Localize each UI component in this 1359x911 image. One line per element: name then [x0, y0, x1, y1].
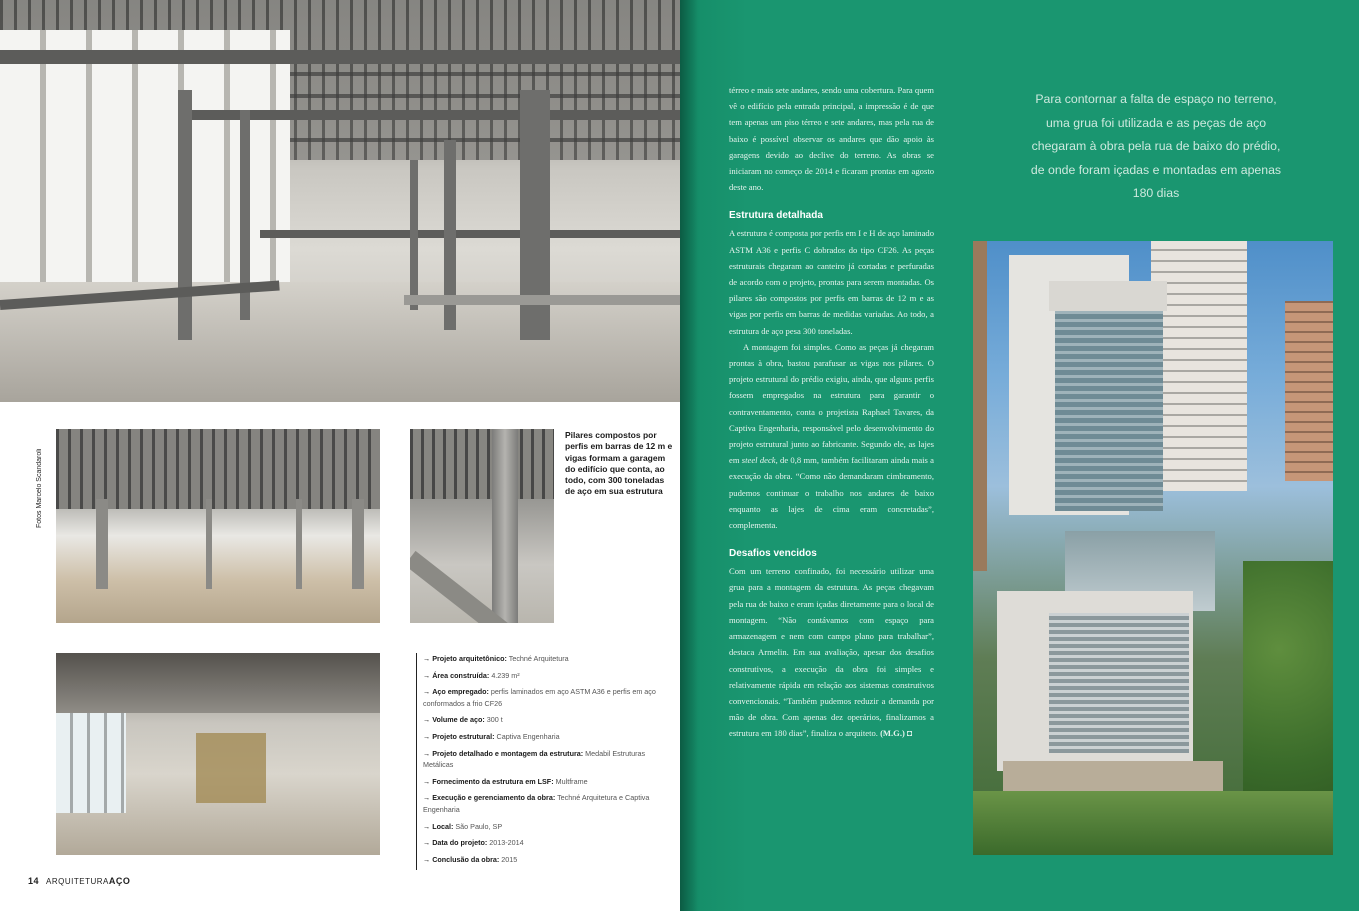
fact-item: → Fornecimento da estrutura em LSF: Multframe — [423, 776, 588, 786]
body-paragraph: A estrutura é composta por perfis em I e H de aço laminado ASTM A36 e perfis C dobrados do tipo CF26. As peças estruturais chegaram ao canteiro já cortadas e perfuradas de acordo com o projeto, prontas para serem montadas. Os pilares são compostos por perfis em barras de 12 m e as vigas por perfis em barras de medidas variadas. Ao todo, a estrutura de aço pesa 300 toneladas. — [729, 228, 934, 336]
page-folio — [28, 876, 130, 886]
body-paragraph: Com um terreno confinado, foi necessário utilizar uma grua para a montagem da estrutura. As peças chegavam pela rua de baixo e eram içadas diretamente para o local de montagem. “Não contávamos com espaço para armazenagem e nem com campo plano para trabalhar”, destaca Armelin. Em sua avaliação, apesar dos desafios construtivos, a execução da obra foi simples e relativamente rápida em relação aos sistemas construtivos convencionais. “Também pudemos reduzir a demanda por mão de obra. Com apenas dez operários, finalizamos a estrutura em 180 dias”, finaliza o arquiteto. (M.G.) ◘ — [729, 566, 934, 739]
author-signature: (M.G.) — [880, 728, 905, 739]
fact-item: → Projeto estrutural: Captiva Engenharia — [423, 731, 560, 741]
fact-item: → Local: São Paulo, SP — [423, 821, 503, 831]
magazine-name-accent: AÇO — [108, 876, 131, 886]
steel-frame-interior-photo — [0, 0, 680, 402]
fact-item: → Data do projeto: 2013-2014 — [423, 838, 524, 848]
photo-credit: Fotos Marcelo Scandaroli — [36, 448, 43, 528]
end-mark-icon: ◘ — [907, 728, 913, 739]
article-body — [729, 82, 934, 742]
interior-construction-photo — [56, 653, 380, 855]
magazine-name: ARQUITETURA — [46, 877, 109, 886]
page-gutter-shadow — [680, 0, 698, 911]
fact-item: → Volume de aço: 300 t — [423, 715, 503, 725]
fact-item: → Execução e gerenciamento da obra: Techné Arquitetura e Captiva Engenharia — [423, 793, 650, 814]
pillar-detail-photo — [410, 429, 554, 623]
photo-caption: Pilares compostos por perfis em barras de 12 m e vigas formam a garagem do edifício que conta, ao todo, com 300 toneladas de aço em sua estrutura — [565, 430, 673, 497]
fact-item: → Projeto arquitetônico: Techné Arquitetura — [423, 654, 569, 663]
pull-quote: Para contornar a falta de espaço no terreno, uma grua foi utilizada e as peças de aço chegaram à obra pela rua de baixo do prédio, de onde foram içadas e montadas em apenas 180 dias — [1030, 92, 1282, 200]
project-fact-sheet — [416, 653, 656, 870]
page-number: 14 — [28, 876, 40, 886]
fact-item: → Área construída: 4.239 m² — [423, 670, 520, 680]
intro-paragraph: térreo e mais sete andares, sendo uma cobertura. Para quem vê o edifício pela entrada principal, a impressão é de que tem apenas um piso térreo e sete andares, mas pela rua de baixo é possível observar os andares que dão apoio às garagens devido ao declive do terreno. As obras se iniciaram no começo de 2014 e ficaram prontas em agosto deste ano. — [729, 85, 934, 193]
building-exterior-photo — [973, 241, 1333, 855]
fact-item: → Conclusão da obra: 2015 — [423, 854, 518, 864]
section-heading-estrutura: Estrutura detalhada — [729, 210, 823, 222]
garage-photo — [56, 429, 380, 623]
section-heading-desafios: Desafios vencidos — [729, 548, 817, 560]
body-paragraph: A montagem foi simples. Como as peças já chegaram prontas à obra, bastou parafusar as vigas nos pilares. O projeto estrutural do prédio exigiu, ainda, que alguns perfis fossem empregados na estrutura para garantir o contraventamento, conta o projetista Raphael Tavares, da Captiva Engenharia, responsável pelo desenvolvimento do projeto estrutural junto ao fabricante. Segundo ele, as lajes em steel deck, de 0,8 mm, também facilitaram ainda mais a execução da obra. “Como não demandaram cimbramento, pudemos continuar o trabalho nos andares de baixo enquanto as lajes de cima eram concretadas”, complementa. — [729, 341, 934, 531]
fact-item: → Projeto detalhado e montagem da estrutura: Medabil Estruturas Metálicas — [423, 748, 646, 770]
fact-item: → Aço empregado: perfis laminados em aço ASTM A36 e perfis em aço conformados a frio CF26 — [423, 687, 656, 708]
